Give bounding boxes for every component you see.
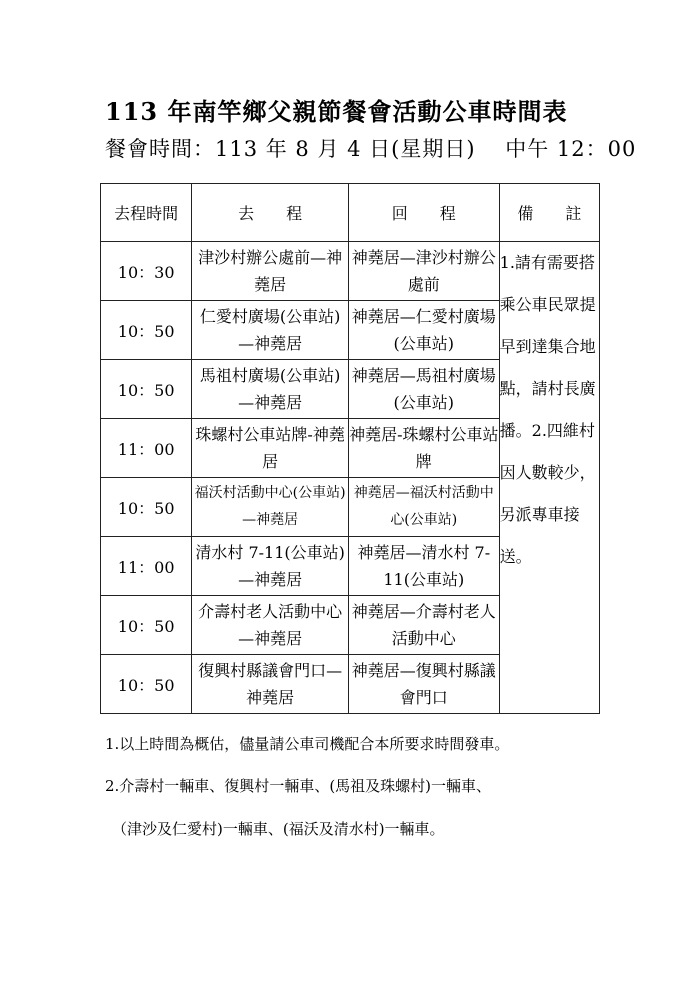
return-route: 神蕘居—津沙村辦公處前 <box>348 242 499 301</box>
return-route: 神蕘居—福沃村活動中心(公車站) <box>348 478 499 537</box>
header-departure-time: 去程時間 <box>101 184 192 242</box>
bus-schedule-table <box>100 183 600 714</box>
outbound-route: 仁愛村廣場(公車站)—神蕘居 <box>192 301 349 360</box>
outbound-route: 介壽村老人活動中心—神蕘居 <box>192 596 349 655</box>
return-route: 神蕘居—介壽村老人活動中心 <box>348 596 499 655</box>
departure-time: 10：50 <box>101 596 192 655</box>
header-notes: 備 註 <box>499 184 599 242</box>
page-title: 113 年南竿鄉父親節餐會活動公車時間表 <box>105 97 568 126</box>
departure-time: 10：50 <box>101 301 192 360</box>
return-route: 神蕘居—馬祖村廣場(公車站) <box>348 360 499 419</box>
departure-time: 10：30 <box>101 242 192 301</box>
footnote-2: 2.介壽村一輛車、復興村一輛車、(馬祖及珠螺村)一輛車、 <box>105 777 492 795</box>
return-route: 神蕘居—復興村縣議會門口 <box>348 655 499 714</box>
departure-time: 10：50 <box>101 360 192 419</box>
departure-time: 10：50 <box>101 478 192 537</box>
departure-time: 11：00 <box>101 419 192 478</box>
header-return: 回 程 <box>348 184 499 242</box>
outbound-route: 馬祖村廣場(公車站)—神蕘居 <box>192 360 349 419</box>
departure-time: 10：50 <box>101 655 192 714</box>
return-route: 神蕘居-珠螺村公車站牌 <box>348 419 499 478</box>
outbound-route: 津沙村辦公處前—神蕘居 <box>192 242 349 301</box>
notes-cell: 1.請有需要搭乘公車民眾提早到達集合地點，請村長廣播。2.四維村因人數較少，另派專車接送。 <box>499 242 599 714</box>
departure-time: 11：00 <box>101 537 192 596</box>
return-route: 神蕘居—仁愛村廣場(公車站) <box>348 301 499 360</box>
footnote-1: 1.以上時間為概估，儘量請公車司機配合本所要求時間發車。 <box>105 735 510 753</box>
return-route: 神蕘居—清水村 7-11(公車站) <box>348 537 499 596</box>
header-outbound: 去 程 <box>192 184 349 242</box>
footnote-3: （津沙及仁愛村)一輛車、(福沃及清水村)一輛車。 <box>112 820 445 838</box>
outbound-route: 復興村縣議會門口—神蕘居 <box>192 655 349 714</box>
table-row <box>101 242 600 301</box>
outbound-route: 清水村 7-11(公車站)—神蕘居 <box>192 537 349 596</box>
event-time-subtitle: 餐會時間：113 年 8 月 4 日(星期日) 中午 12：00 <box>105 137 637 161</box>
outbound-route: 珠螺村公車站牌-神蕘居 <box>192 419 349 478</box>
table-header-row <box>101 184 600 242</box>
outbound-route: 福沃村活動中心(公車站)—神蕘居 <box>192 478 349 537</box>
